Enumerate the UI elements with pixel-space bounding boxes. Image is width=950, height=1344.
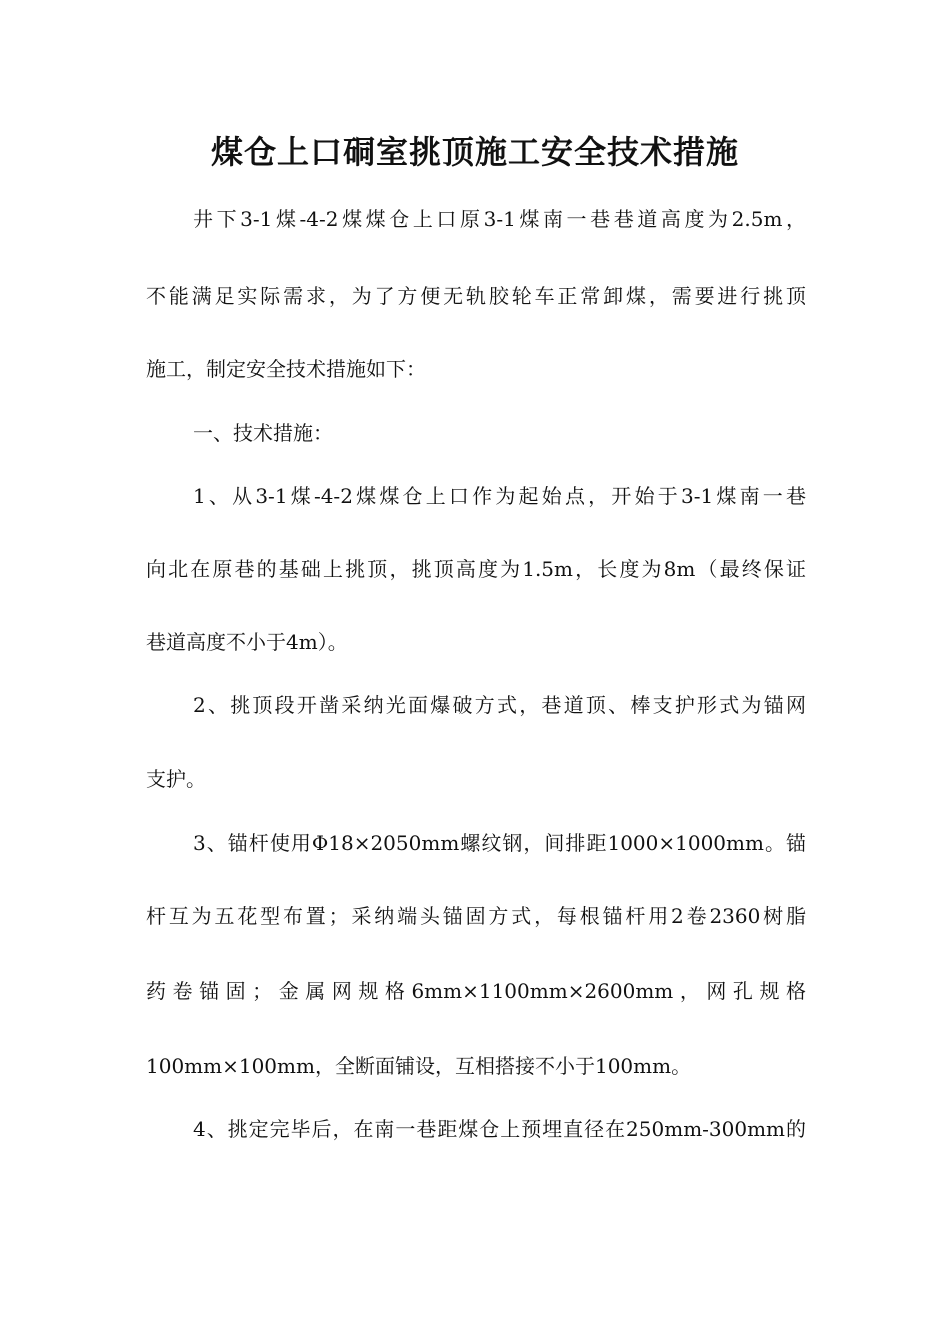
section-heading: 一、技术措施：	[193, 421, 333, 445]
paragraph-line: 1、从3-1煤-4-2煤煤仓上口作为起始点，开始于3-1煤南一巷	[193, 484, 806, 508]
paragraph-line: 不能满足实际需求，为了方便无轨胶轮车正常卸煤，需要进行挑顶	[146, 284, 806, 308]
paragraph-line: 药卷锚固；金属网规格6mm×1100mm×2600mm，网孔规格	[146, 979, 806, 1003]
paragraph-line: 井下3-1煤-4-2煤煤仓上口原3-1煤南一巷巷道高度为2.5m，	[193, 207, 806, 231]
paragraph-line: 施工，制定安全技术措施如下：	[146, 357, 426, 381]
paragraph-line: 巷道高度不小于4m）。	[146, 630, 348, 654]
paragraph-line: 100mm×100mm，全断面铺设，互相搭接不小于100mm。	[146, 1054, 692, 1078]
paragraph-line: 3、锚杆使用Φ18×2050mm螺纹钢，间排距1000×1000mm。锚	[193, 831, 806, 855]
document-title: 煤仓上口硐室挑顶施工安全技术措施	[210, 133, 739, 171]
paragraph-line: 向北在原巷的基础上挑顶，挑顶高度为1.5m，长度为8m（最终保证	[146, 557, 806, 581]
paragraph-line: 支护。	[146, 767, 206, 791]
paragraph-line: 2、挑顶段开凿采纳光面爆破方式，巷道顶、棒支护形式为锚网	[193, 693, 806, 717]
paragraph-line: 4、挑定完毕后，在南一巷距煤仓上预埋直径在250mm-300mm的	[193, 1117, 806, 1141]
paragraph-line: 杆互为五花型布置；采纳端头锚固方式，每根锚杆用2卷2360树脂	[146, 904, 806, 928]
